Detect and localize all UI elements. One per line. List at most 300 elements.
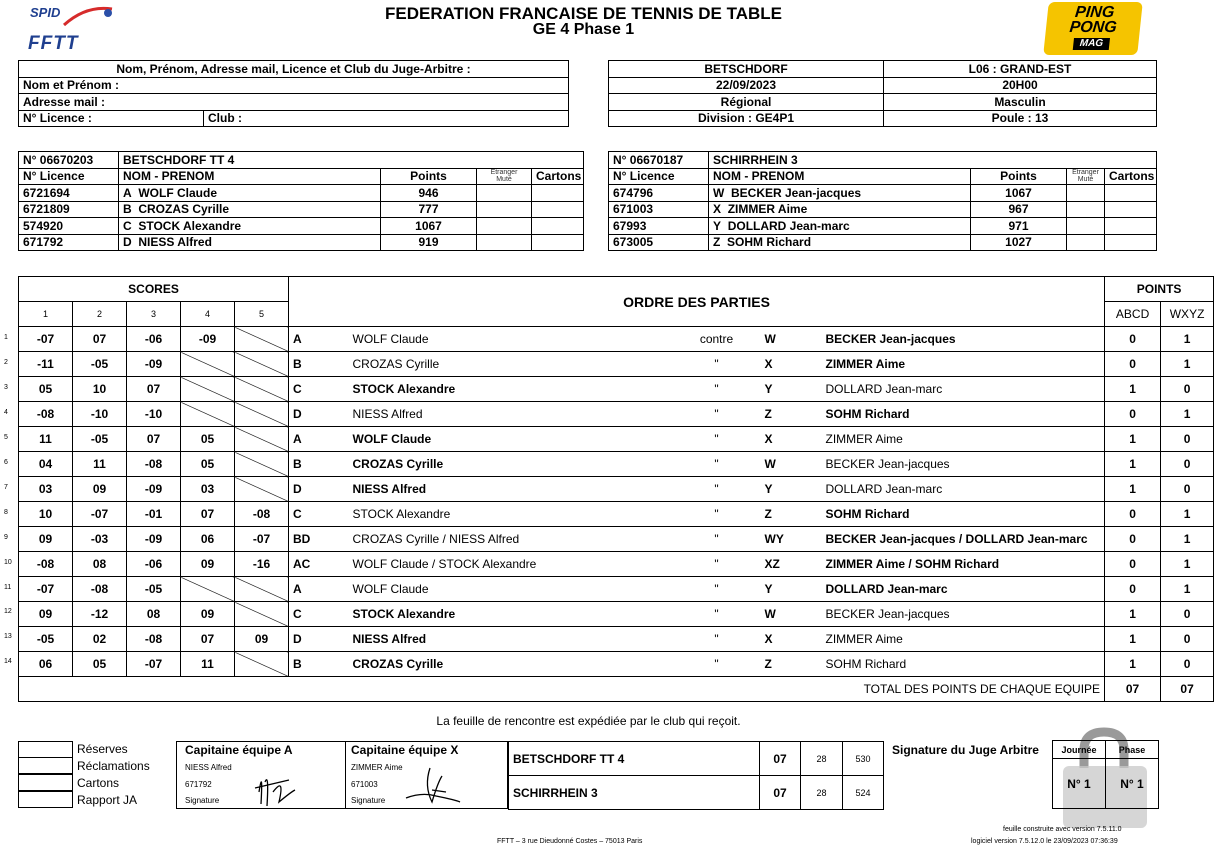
row-number: 8 [4, 508, 8, 516]
fftt-text: FFTT [28, 33, 79, 54]
name-header: NOM - PRENOM [709, 168, 971, 185]
team-x-table [608, 151, 1157, 251]
set-3-header: 3 [127, 302, 181, 327]
row-number: 5 [4, 433, 8, 441]
result-team-x: 0 [1161, 652, 1214, 677]
wxyz-header: WXYZ [1161, 302, 1214, 327]
row-number: 6 [4, 458, 8, 466]
player-letter: D [123, 235, 132, 250]
set-score: -09 [127, 527, 181, 552]
match-row [19, 477, 1214, 502]
player-points: 1027 [971, 234, 1067, 251]
set-score [235, 602, 289, 627]
foreign-header [1067, 168, 1105, 185]
player-x-letter: Y [759, 577, 822, 602]
scores-header: SCORES [19, 277, 289, 302]
foreign-label: Etranger [490, 169, 518, 177]
set-score: 05 [19, 377, 73, 402]
result-team-a: 0 [1105, 502, 1161, 527]
set-score: -06 [127, 327, 181, 352]
match-row [19, 377, 1214, 402]
set-score: -06 [127, 552, 181, 577]
player-a-name: WOLF Claude [349, 577, 639, 602]
set-score: -08 [235, 502, 289, 527]
player-x-letter: Z [759, 502, 822, 527]
result-team-x-sets: 28 [801, 776, 843, 810]
player-a-name: WOLF Claude [349, 327, 639, 352]
team-x-name: SCHIRRHEIN 3 [709, 152, 1157, 169]
result-team-x: 1 [1161, 527, 1214, 552]
player-x-letter: Y [759, 477, 822, 502]
player-x-letter: X [759, 427, 822, 452]
result-team-a: 1 [1105, 602, 1161, 627]
set-score: -08 [73, 577, 127, 602]
phase-value: N° 1 [1106, 759, 1159, 809]
player-letter: Y [713, 218, 722, 233]
remark-cards [18, 775, 178, 792]
result-team-x: 1 [1161, 552, 1214, 577]
result-team-a: 0 [1105, 527, 1161, 552]
player-a-name: STOCK Alexandre [349, 377, 639, 402]
player-x-name: BECKER Jean-jacques [822, 327, 1105, 352]
player-x-name: SOHM Richard [822, 502, 1105, 527]
total-team-x: 07 [1161, 677, 1214, 702]
set-score [235, 327, 289, 352]
player-a-name: CROZAS Cyrille / NIESS Alfred [349, 527, 639, 552]
team-x-player-row [609, 185, 1157, 202]
match-row [19, 352, 1214, 377]
player-a-name: CROZAS Cyrille [349, 652, 639, 677]
referee-signature-label: Signature du Juge Arbitre [892, 743, 1039, 757]
set-score: 05 [181, 452, 235, 477]
row-number: 14 [4, 658, 12, 666]
set-score [181, 352, 235, 377]
set-score: -08 [127, 627, 181, 652]
player-a-name: NIESS Alfred [349, 477, 639, 502]
player-x-name: DOLLARD Jean-marc [822, 477, 1105, 502]
row-number: 10 [4, 558, 12, 566]
versus-label: " [639, 652, 759, 677]
player-x-letter: XZ [759, 552, 822, 577]
captain-x-box [345, 741, 508, 809]
set-1-header: 1 [19, 302, 73, 327]
team-x-number: N° 06670187 [609, 152, 709, 169]
set-score: 07 [181, 627, 235, 652]
set-score: -10 [73, 402, 127, 427]
versus-label: " [639, 577, 759, 602]
match-date: 22/09/2023 [609, 77, 884, 94]
player-letter: C [123, 218, 132, 233]
set-score [235, 402, 289, 427]
player-a-letter: B [289, 352, 349, 377]
player-letter: A [123, 185, 132, 200]
set-score: 07 [181, 502, 235, 527]
set-score: -09 [127, 477, 181, 502]
player-points: 1067 [381, 218, 477, 235]
team-a-number: N° 06670203 [19, 152, 119, 169]
player-a-letter: B [289, 452, 349, 477]
set-score: -11 [19, 352, 73, 377]
set-score: 10 [19, 502, 73, 527]
set-score: 11 [73, 452, 127, 477]
match-row [19, 502, 1214, 527]
row-number: 13 [4, 633, 12, 641]
match-order-table [18, 276, 1214, 702]
set-score [235, 427, 289, 452]
set-score: 11 [19, 427, 73, 452]
result-team-a: 1 [1105, 427, 1161, 452]
licence-header: N° Licence [609, 168, 709, 185]
player-x-name: ZIMMER Aime [822, 627, 1105, 652]
set-score: 07 [127, 427, 181, 452]
set-score: -01 [127, 502, 181, 527]
player-name: NIESS Alfred [138, 235, 212, 250]
set-score [235, 577, 289, 602]
name-header: NOM - PRENOM [119, 168, 381, 185]
player-a-letter: AC [289, 552, 349, 577]
set-score: 02 [73, 627, 127, 652]
team-a-player-row [19, 234, 584, 251]
versus-label: " [639, 502, 759, 527]
set-score: 09 [73, 477, 127, 502]
set-score [235, 452, 289, 477]
match-row [19, 577, 1214, 602]
match-row [19, 452, 1214, 477]
player-name: WOLF Claude [138, 185, 218, 200]
player-licence: 6721809 [19, 201, 119, 218]
referee-name-label: Nom et Prénom : [19, 77, 569, 94]
player-x-letter: Z [759, 402, 822, 427]
player-points: 967 [971, 201, 1067, 218]
player-a-name: WOLF Claude / STOCK Alexandre [349, 552, 639, 577]
points-header: Points [381, 168, 477, 185]
spid-text: SPID [30, 5, 61, 20]
captain-x-signature-label: Signature [351, 796, 386, 805]
remark-label: Réclamations [77, 759, 150, 773]
foreign-header [477, 168, 532, 185]
player-x-letter: Y [759, 377, 822, 402]
player-x-name: DOLLARD Jean-marc [822, 377, 1105, 402]
result-team-a: 1 [1105, 477, 1161, 502]
player-a-letter: C [289, 377, 349, 402]
player-x-name: DOLLARD Jean-marc [822, 577, 1105, 602]
player-x-name: SOHM Richard [822, 402, 1105, 427]
player-a-letter: B [289, 652, 349, 677]
player-x-letter: X [759, 352, 822, 377]
remark-box[interactable] [18, 774, 73, 791]
set-score: 05 [181, 427, 235, 452]
team-a-table [18, 151, 584, 251]
remark-claims [18, 758, 178, 775]
set-score: 08 [73, 552, 127, 577]
remark-label: Réserves [77, 742, 128, 756]
set-score: -05 [19, 627, 73, 652]
set-score: -07 [73, 502, 127, 527]
player-x-name: SOHM Richard [822, 652, 1105, 677]
match-location: BETSCHDORF [609, 61, 884, 78]
row-number: 9 [4, 533, 8, 541]
captain-x-title: Capitaine équipe X [351, 743, 459, 757]
result-team-x: 1 [1161, 502, 1214, 527]
versus-label: " [639, 477, 759, 502]
set-score [181, 577, 235, 602]
versus-label: contre [639, 327, 759, 352]
team-a-player-row [19, 218, 584, 235]
match-row [19, 602, 1214, 627]
set-score: -05 [73, 427, 127, 452]
set-score: 11 [181, 652, 235, 677]
set-score [181, 402, 235, 427]
result-team-a: 0 [1105, 352, 1161, 377]
player-points: 777 [381, 201, 477, 218]
set-score: -08 [19, 552, 73, 577]
set-2-header: 2 [73, 302, 127, 327]
result-team-a-name: BETSCHDORF TT 4 [509, 742, 760, 776]
team-a-name: BETSCHDORF TT 4 [119, 152, 584, 169]
result-team-x: 0 [1161, 602, 1214, 627]
versus-label: " [639, 527, 759, 552]
captain-a-name: NIESS Alfred [185, 763, 232, 772]
set-score: -08 [127, 452, 181, 477]
set-score: -09 [127, 352, 181, 377]
result-team-a: 1 [1105, 452, 1161, 477]
match-row [19, 627, 1214, 652]
player-name: SOHM Richard [727, 235, 812, 250]
cards-header: Cartons [1105, 168, 1157, 185]
player-name: CROZAS Cyrille [138, 202, 230, 217]
player-x-name: BECKER Jean-jacques / DOLLARD Jean-marc [822, 527, 1105, 552]
set-score: 03 [19, 477, 73, 502]
stamp-table [1052, 740, 1159, 809]
referee-licence-label: N° Licence : [19, 110, 204, 127]
player-x-name: BECKER Jean-jacques [822, 452, 1105, 477]
result-team-a-balls: 530 [843, 742, 884, 776]
set-score: 09 [19, 602, 73, 627]
player-name: DOLLARD Jean-marc [727, 218, 850, 233]
player-points: 971 [971, 218, 1067, 235]
versus-label: " [639, 402, 759, 427]
footer-version-2: logiciel version 7.5.12.0 le 23/09/2023 07:36:39 [971, 838, 1118, 845]
player-letter: Z [713, 235, 721, 250]
set-score: 05 [73, 652, 127, 677]
set-score: -05 [127, 577, 181, 602]
versus-label: " [639, 627, 759, 652]
versus-label: " [639, 452, 759, 477]
set-score: 09 [181, 552, 235, 577]
abcd-header: ABCD [1105, 302, 1161, 327]
row-number: 2 [4, 358, 8, 366]
set-score: -08 [19, 402, 73, 427]
set-score [235, 652, 289, 677]
player-a-letter: D [289, 402, 349, 427]
player-a-name: STOCK Alexandre [349, 602, 639, 627]
page-title: FEDERATION FRANCAISE DE TENNIS DE TABLE [385, 4, 782, 23]
team-a-player-row [19, 185, 584, 202]
player-x-letter: WY [759, 527, 822, 552]
set-5-header: 5 [235, 302, 289, 327]
set-score: 09 [181, 602, 235, 627]
remarks-section [18, 741, 178, 809]
player-x-letter: W [759, 452, 822, 477]
player-x-name: ZIMMER Aime / SOHM Richard [822, 552, 1105, 577]
match-info-table [608, 60, 1157, 127]
versus-label: " [639, 427, 759, 452]
result-team-a: 1 [1105, 377, 1161, 402]
result-team-x: 0 [1161, 627, 1214, 652]
remark-report [18, 792, 178, 809]
set-score: -07 [19, 327, 73, 352]
set-score [181, 377, 235, 402]
player-a-name: CROZAS Cyrille [349, 452, 639, 477]
player-a-letter: C [289, 502, 349, 527]
remark-label: Rapport JA [77, 793, 138, 807]
result-team-a: 1 [1105, 652, 1161, 677]
player-a-name: WOLF Claude [349, 427, 639, 452]
player-letter: B [123, 202, 132, 217]
lock-icon [1048, 728, 1158, 830]
journee-label: Journée [1053, 741, 1106, 759]
player-letter: W [713, 185, 725, 200]
player-x-name: ZIMMER Aime [822, 427, 1105, 452]
match-level: Régional [609, 94, 884, 111]
remark-label: Cartons [77, 776, 120, 790]
match-row [19, 552, 1214, 577]
player-points: 946 [381, 185, 477, 202]
result-team-x: 0 [1161, 452, 1214, 477]
captain-x-name: ZIMMER Aime [351, 763, 403, 772]
page-subtitle: GE 4 Phase 1 [532, 21, 635, 38]
remark-box[interactable] [18, 791, 73, 808]
result-team-a: 0 [1105, 327, 1161, 352]
set-score: 08 [127, 602, 181, 627]
logo-line-1: PING [1074, 4, 1116, 21]
versus-label: " [639, 602, 759, 627]
player-points: 919 [381, 234, 477, 251]
captain-a-signature-label: Signature [185, 796, 220, 805]
match-row [19, 527, 1214, 552]
team-x-player-row [609, 234, 1157, 251]
player-licence: 671792 [19, 234, 119, 251]
player-x-letter: W [759, 602, 822, 627]
licence-header: N° Licence [19, 168, 119, 185]
set-score [235, 377, 289, 402]
ping-pong-mag-logo [1043, 2, 1143, 55]
player-name: BECKER Jean-jacques [731, 185, 862, 200]
player-a-letter: A [289, 577, 349, 602]
result-team-x: 1 [1161, 352, 1214, 377]
match-row [19, 327, 1214, 352]
captain-a-signature [245, 762, 305, 810]
versus-label: " [639, 552, 759, 577]
transferred-label: Muté [1077, 176, 1094, 184]
row-number: 11 [4, 583, 12, 591]
player-a-letter: D [289, 627, 349, 652]
player-x-letter: Z [759, 652, 822, 677]
result-team-a: 1 [1105, 627, 1161, 652]
result-team-x: 0 [1161, 427, 1214, 452]
captain-x-licence: 671003 [351, 780, 378, 789]
remark-box[interactable] [18, 741, 73, 758]
logo-line-3: MAG [1073, 38, 1110, 50]
team-x-player-row [609, 201, 1157, 218]
player-x-letter: W [759, 327, 822, 352]
match-division: Division : GE4P1 [609, 110, 884, 127]
player-a-name: STOCK Alexandre [349, 502, 639, 527]
set-score [235, 477, 289, 502]
result-team-a-sets: 28 [801, 742, 843, 776]
player-a-name: NIESS Alfred [349, 627, 639, 652]
set-score: 04 [19, 452, 73, 477]
versus-label: " [639, 352, 759, 377]
player-licence: 671003 [609, 201, 709, 218]
set-score: -05 [73, 352, 127, 377]
total-label: TOTAL DES POINTS DE CHAQUE EQUIPE [19, 677, 1105, 702]
captain-a-licence: 671792 [185, 780, 212, 789]
match-time: 20H00 [884, 77, 1157, 94]
points-header: Points [971, 168, 1067, 185]
player-points: 1067 [971, 185, 1067, 202]
referee-club-label: Club : [204, 110, 569, 127]
row-number: 1 [4, 334, 8, 341]
set-score: -16 [235, 552, 289, 577]
player-a-letter: C [289, 602, 349, 627]
set-score: 07 [73, 327, 127, 352]
referee-info-table [18, 60, 569, 127]
result-team-a: 0 [1105, 552, 1161, 577]
result-team-x-name: SCHIRRHEIN 3 [509, 776, 760, 810]
player-name: ZIMMER Aime [727, 202, 808, 217]
set-score: 06 [19, 652, 73, 677]
captain-a-box [176, 741, 346, 809]
player-a-name: CROZAS Cyrille [349, 352, 639, 377]
foreign-label: Etranger [1072, 169, 1099, 177]
team-x-player-row [609, 218, 1157, 235]
cards-header: Cartons [532, 168, 584, 185]
set-score: -03 [73, 527, 127, 552]
result-team-x: 1 [1161, 577, 1214, 602]
referee-email-label: Adresse mail : [19, 94, 569, 111]
match-league: L06 : GRAND-EST [884, 61, 1157, 78]
remark-box[interactable] [18, 757, 73, 774]
footer-version-1: feuille construite avec version 7.5.11.0 [1003, 826, 1122, 833]
set-score: 07 [127, 377, 181, 402]
set-score [235, 352, 289, 377]
row-number: 7 [4, 483, 8, 491]
set-score: -07 [235, 527, 289, 552]
result-table [508, 741, 884, 810]
set-score: -07 [19, 577, 73, 602]
player-x-letter: X [759, 627, 822, 652]
captain-x-signature [402, 762, 464, 808]
row-number: 4 [4, 408, 8, 416]
notice-text: La feuille de rencontre est expédiée par le club qui reçoit. [436, 714, 741, 728]
result-team-x: 1 [1161, 402, 1214, 427]
player-a-letter: D [289, 477, 349, 502]
player-licence: 6721694 [19, 185, 119, 202]
team-a-player-row [19, 201, 584, 218]
result-team-x: 0 [1161, 377, 1214, 402]
versus-label: " [639, 377, 759, 402]
match-poule: Poule : 13 [884, 110, 1157, 127]
result-team-x-points: 07 [760, 776, 801, 810]
journee-value: N° 1 [1053, 759, 1106, 809]
set-score: 09 [235, 627, 289, 652]
result-team-x: 1 [1161, 327, 1214, 352]
player-a-letter: BD [289, 527, 349, 552]
set-4-header: 4 [181, 302, 235, 327]
row-number: 3 [4, 383, 8, 391]
result-team-a: 0 [1105, 577, 1161, 602]
